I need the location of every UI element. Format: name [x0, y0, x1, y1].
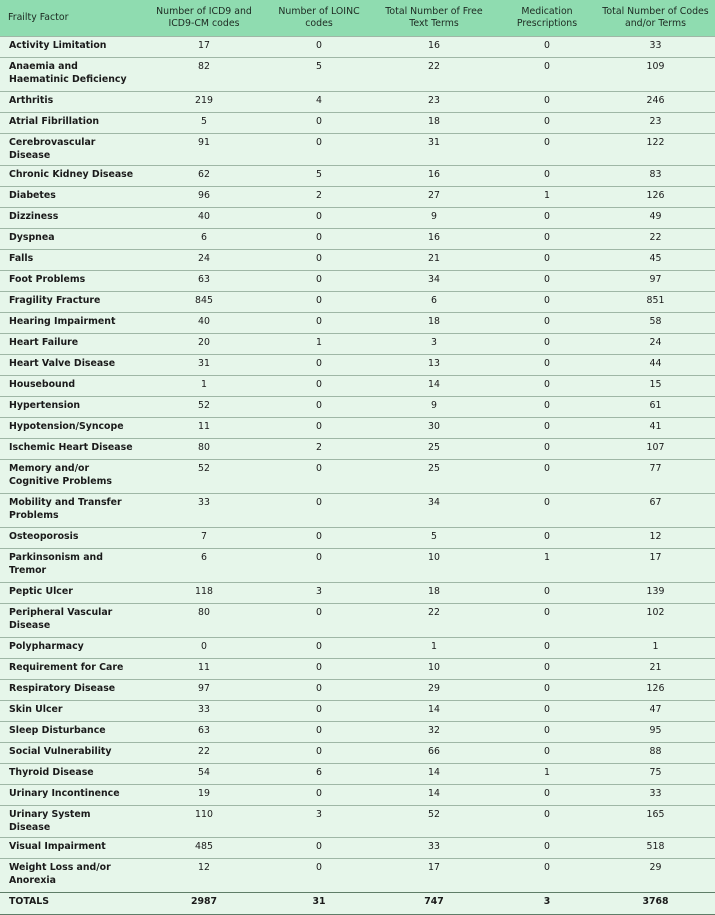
medication-count-cell: 0 — [498, 806, 596, 838]
loinc-count-cell: 0 — [268, 134, 370, 166]
frailty-factor-cell: Hearing Impairment — [0, 313, 140, 334]
total-count-cell: 77 — [596, 460, 715, 494]
loinc-count-cell: 0 — [268, 785, 370, 806]
icd9-count-cell: 52 — [140, 397, 268, 418]
icd9-count-cell: 1 — [140, 376, 268, 397]
icd9-count-cell: 11 — [140, 659, 268, 680]
table-row — [0, 838, 715, 859]
free-text-count-cell: 34 — [370, 494, 498, 528]
total-count-cell: 97 — [596, 271, 715, 292]
total-count-cell: 122 — [596, 134, 715, 166]
free-text-count-cell: 27 — [370, 187, 498, 208]
table-row — [0, 37, 715, 58]
frailty-factor-cell: Falls — [0, 250, 140, 271]
frailty-factor-cell: Urinary System Disease — [0, 806, 140, 838]
totals-loinc: 31 — [268, 893, 370, 915]
table-row — [0, 583, 715, 604]
icd9-count-cell: 33 — [140, 494, 268, 528]
loinc-count-cell: 0 — [268, 838, 370, 859]
icd9-count-cell: 33 — [140, 701, 268, 722]
free-text-count-cell: 17 — [370, 859, 498, 893]
free-text-count-cell: 23 — [370, 92, 498, 113]
table-row — [0, 494, 715, 528]
total-count-cell: 102 — [596, 604, 715, 638]
loinc-count-cell: 0 — [268, 292, 370, 313]
medication-count-cell: 0 — [498, 638, 596, 659]
frailty-factor-cell: Dizziness — [0, 208, 140, 229]
free-text-count-cell: 22 — [370, 58, 498, 92]
header-frailty-factor: Frailty Factor — [8, 12, 69, 23]
loinc-count-cell: 0 — [268, 418, 370, 439]
table-row — [0, 701, 715, 722]
total-count-cell: 83 — [596, 166, 715, 187]
total-count-cell: 67 — [596, 494, 715, 528]
table-row — [0, 528, 715, 549]
table-row — [0, 743, 715, 764]
total-count-cell: 518 — [596, 838, 715, 859]
loinc-count-cell: 3 — [268, 583, 370, 604]
medication-count-cell: 0 — [498, 37, 596, 58]
free-text-count-cell: 3 — [370, 334, 498, 355]
free-text-count-cell: 18 — [370, 583, 498, 604]
free-text-count-cell: 16 — [370, 37, 498, 58]
total-count-cell: 21 — [596, 659, 715, 680]
table-header — [0, 0, 715, 37]
medication-count-cell: 0 — [498, 722, 596, 743]
medication-count-cell: 1 — [498, 764, 596, 785]
total-count-cell: 851 — [596, 292, 715, 313]
free-text-count-cell: 6 — [370, 292, 498, 313]
total-count-cell: 109 — [596, 58, 715, 92]
icd9-count-cell: 6 — [140, 229, 268, 250]
loinc-count-cell: 5 — [268, 58, 370, 92]
table-row — [0, 208, 715, 229]
frailty-factor-cell: Urinary Incontinence — [0, 785, 140, 806]
totals-row — [0, 893, 715, 915]
medication-count-cell: 0 — [498, 292, 596, 313]
medication-count-cell: 0 — [498, 229, 596, 250]
table-row — [0, 187, 715, 208]
frailty-factor-cell: Skin Ulcer — [0, 701, 140, 722]
icd9-count-cell: 52 — [140, 460, 268, 494]
icd9-count-cell: 219 — [140, 92, 268, 113]
medication-count-cell: 0 — [498, 460, 596, 494]
total-count-cell: 12 — [596, 528, 715, 549]
free-text-count-cell: 32 — [370, 722, 498, 743]
frailty-factor-cell: Heart Failure — [0, 334, 140, 355]
total-count-cell: 29 — [596, 859, 715, 893]
frailty-factor-cell: Requirement for Care — [0, 659, 140, 680]
table-row — [0, 92, 715, 113]
frailty-factor-cell: Heart Valve Disease — [0, 355, 140, 376]
free-text-count-cell: 66 — [370, 743, 498, 764]
medication-count-cell: 0 — [498, 397, 596, 418]
frailty-factor-cell: Activity Limitation — [0, 37, 140, 58]
icd9-count-cell: 40 — [140, 208, 268, 229]
frailty-factor-cell: Polypharmacy — [0, 638, 140, 659]
table-row — [0, 764, 715, 785]
table-row — [0, 58, 715, 92]
total-count-cell: 95 — [596, 722, 715, 743]
total-count-cell: 75 — [596, 764, 715, 785]
loinc-count-cell: 0 — [268, 701, 370, 722]
table-row — [0, 604, 715, 638]
icd9-count-cell: 96 — [140, 187, 268, 208]
medication-count-cell: 0 — [498, 376, 596, 397]
free-text-count-cell: 14 — [370, 376, 498, 397]
loinc-count-cell: 0 — [268, 460, 370, 494]
loinc-count-cell: 0 — [268, 376, 370, 397]
total-count-cell: 246 — [596, 92, 715, 113]
table-row — [0, 806, 715, 838]
loinc-count-cell: 0 — [268, 271, 370, 292]
free-text-count-cell: 10 — [370, 549, 498, 583]
table-row — [0, 722, 715, 743]
free-text-count-cell: 10 — [370, 659, 498, 680]
free-text-count-cell: 14 — [370, 785, 498, 806]
loinc-count-cell: 0 — [268, 549, 370, 583]
medication-count-cell: 0 — [498, 743, 596, 764]
medication-count-cell: 0 — [498, 439, 596, 460]
free-text-count-cell: 5 — [370, 528, 498, 549]
free-text-count-cell: 18 — [370, 313, 498, 334]
header-free-text-terms: Total Number of Free Text Terms — [385, 6, 483, 29]
table-row — [0, 549, 715, 583]
medication-count-cell: 0 — [498, 208, 596, 229]
free-text-count-cell: 13 — [370, 355, 498, 376]
totals-medication: 3 — [498, 893, 596, 915]
medication-count-cell: 0 — [498, 166, 596, 187]
loinc-count-cell: 0 — [268, 355, 370, 376]
loinc-count-cell: 3 — [268, 806, 370, 838]
frailty-factor-cell: Mobility and Transfer Problems — [0, 494, 140, 528]
icd9-count-cell: 91 — [140, 134, 268, 166]
icd9-count-cell: 24 — [140, 250, 268, 271]
free-text-count-cell: 18 — [370, 113, 498, 134]
medication-count-cell: 0 — [498, 134, 596, 166]
medication-count-cell: 0 — [498, 604, 596, 638]
free-text-count-cell: 14 — [370, 764, 498, 785]
frailty-factor-cell: Visual Impairment — [0, 838, 140, 859]
free-text-count-cell: 22 — [370, 604, 498, 638]
medication-count-cell: 0 — [498, 528, 596, 549]
free-text-count-cell: 25 — [370, 460, 498, 494]
frailty-factor-cell: Parkinsonism and Tremor — [0, 549, 140, 583]
free-text-count-cell: 29 — [370, 680, 498, 701]
icd9-count-cell: 19 — [140, 785, 268, 806]
icd9-count-cell: 5 — [140, 113, 268, 134]
table-row — [0, 166, 715, 187]
icd9-count-cell: 118 — [140, 583, 268, 604]
frailty-factor-cell: Dyspnea — [0, 229, 140, 250]
header-icd9-codes: Number of ICD9 and ICD9-CM codes — [156, 6, 252, 29]
free-text-count-cell: 21 — [370, 250, 498, 271]
frailty-factor-cell: Peripheral Vascular Disease — [0, 604, 140, 638]
medication-count-cell: 0 — [498, 785, 596, 806]
loinc-count-cell: 0 — [268, 638, 370, 659]
frailty-factor-cell: Fragility Fracture — [0, 292, 140, 313]
frailty-factor-cell: Chronic Kidney Disease — [0, 166, 140, 187]
total-count-cell: 41 — [596, 418, 715, 439]
loinc-count-cell: 0 — [268, 208, 370, 229]
frailty-factor-cell: Diabetes — [0, 187, 140, 208]
icd9-count-cell: 7 — [140, 528, 268, 549]
icd9-count-cell: 40 — [140, 313, 268, 334]
medication-count-cell: 0 — [498, 92, 596, 113]
frailty-factor-cell: Respiratory Disease — [0, 680, 140, 701]
loinc-count-cell: 4 — [268, 92, 370, 113]
icd9-count-cell: 31 — [140, 355, 268, 376]
free-text-count-cell: 34 — [370, 271, 498, 292]
loinc-count-cell: 0 — [268, 229, 370, 250]
loinc-count-cell: 5 — [268, 166, 370, 187]
loinc-count-cell: 0 — [268, 659, 370, 680]
icd9-count-cell: 11 — [140, 418, 268, 439]
total-count-cell: 88 — [596, 743, 715, 764]
icd9-count-cell: 80 — [140, 604, 268, 638]
medication-count-cell: 0 — [498, 271, 596, 292]
table-row — [0, 785, 715, 806]
medication-count-cell: 1 — [498, 187, 596, 208]
medication-count-cell: 0 — [498, 583, 596, 604]
loinc-count-cell: 0 — [268, 528, 370, 549]
free-text-count-cell: 9 — [370, 208, 498, 229]
frailty-factor-cell: Foot Problems — [0, 271, 140, 292]
icd9-count-cell: 63 — [140, 271, 268, 292]
table-row — [0, 397, 715, 418]
free-text-count-cell: 1 — [370, 638, 498, 659]
free-text-count-cell: 25 — [370, 439, 498, 460]
loinc-count-cell: 0 — [268, 743, 370, 764]
total-count-cell: 15 — [596, 376, 715, 397]
loinc-count-cell: 0 — [268, 604, 370, 638]
icd9-count-cell: 63 — [140, 722, 268, 743]
header-loinc-codes: Number of LOINC codes — [278, 6, 360, 29]
table-row — [0, 439, 715, 460]
table-row — [0, 313, 715, 334]
total-count-cell: 165 — [596, 806, 715, 838]
icd9-count-cell: 54 — [140, 764, 268, 785]
total-count-cell: 126 — [596, 187, 715, 208]
header-row — [0, 0, 715, 37]
total-count-cell: 47 — [596, 701, 715, 722]
free-text-count-cell: 52 — [370, 806, 498, 838]
total-count-cell: 44 — [596, 355, 715, 376]
total-count-cell: 23 — [596, 113, 715, 134]
table-row — [0, 376, 715, 397]
loinc-count-cell: 0 — [268, 250, 370, 271]
total-count-cell: 22 — [596, 229, 715, 250]
frailty-factor-cell: Weight Loss and/or Anorexia — [0, 859, 140, 893]
medication-count-cell: 1 — [498, 549, 596, 583]
icd9-count-cell: 62 — [140, 166, 268, 187]
frailty-factor-cell: Arthritis — [0, 92, 140, 113]
frailty-factor-cell: Housebound — [0, 376, 140, 397]
totals-icd9: 2987 — [140, 893, 268, 915]
free-text-count-cell: 16 — [370, 229, 498, 250]
free-text-count-cell: 30 — [370, 418, 498, 439]
table-row — [0, 418, 715, 439]
medication-count-cell: 0 — [498, 113, 596, 134]
medication-count-cell: 0 — [498, 334, 596, 355]
frailty-factor-cell: Peptic Ulcer — [0, 583, 140, 604]
free-text-count-cell: 14 — [370, 701, 498, 722]
total-count-cell: 139 — [596, 583, 715, 604]
medication-count-cell: 0 — [498, 313, 596, 334]
free-text-count-cell: 31 — [370, 134, 498, 166]
frailty-factor-cell: Hypotension/Syncope — [0, 418, 140, 439]
table-row — [0, 460, 715, 494]
loinc-count-cell: 0 — [268, 313, 370, 334]
table-row — [0, 292, 715, 313]
table-row — [0, 638, 715, 659]
table-row — [0, 271, 715, 292]
loinc-count-cell: 2 — [268, 439, 370, 460]
frailty-factor-cell: Hypertension — [0, 397, 140, 418]
total-count-cell: 58 — [596, 313, 715, 334]
medication-count-cell: 0 — [498, 680, 596, 701]
medication-count-cell: 0 — [498, 418, 596, 439]
medication-count-cell: 0 — [498, 494, 596, 528]
total-count-cell: 33 — [596, 37, 715, 58]
frailty-factor-cell: Osteoporosis — [0, 528, 140, 549]
frailty-factor-cell: Sleep Disturbance — [0, 722, 140, 743]
frailty-factor-cell: Anaemia and Haematinic Deficiency — [0, 58, 140, 92]
frailty-factor-cell: Cerebrovascular Disease — [0, 134, 140, 166]
icd9-count-cell: 110 — [140, 806, 268, 838]
loinc-count-cell: 0 — [268, 397, 370, 418]
frailty-factor-cell: Atrial Fibrillation — [0, 113, 140, 134]
total-count-cell: 45 — [596, 250, 715, 271]
totals-free-text: 747 — [370, 893, 498, 915]
total-count-cell: 61 — [596, 397, 715, 418]
table-row — [0, 134, 715, 166]
header-medication-prescriptions: Medication Prescriptions — [516, 6, 578, 29]
header-total-codes-terms: Total Number of Codes and/or Terms — [602, 6, 709, 29]
medication-count-cell: 0 — [498, 58, 596, 92]
icd9-count-cell: 485 — [140, 838, 268, 859]
icd9-count-cell: 22 — [140, 743, 268, 764]
medication-count-cell: 0 — [498, 859, 596, 893]
frailty-factor-cell: Memory and/or Cognitive Problems — [0, 460, 140, 494]
medication-count-cell: 0 — [498, 659, 596, 680]
icd9-count-cell: 82 — [140, 58, 268, 92]
medication-count-cell: 0 — [498, 250, 596, 271]
free-text-count-cell: 9 — [370, 397, 498, 418]
icd9-count-cell: 17 — [140, 37, 268, 58]
table-row — [0, 250, 715, 271]
loinc-count-cell: 0 — [268, 37, 370, 58]
table-row — [0, 680, 715, 701]
loinc-count-cell: 1 — [268, 334, 370, 355]
loinc-count-cell: 0 — [268, 494, 370, 528]
table-row — [0, 355, 715, 376]
medication-count-cell: 0 — [498, 355, 596, 376]
total-count-cell: 24 — [596, 334, 715, 355]
total-count-cell: 1 — [596, 638, 715, 659]
loinc-count-cell: 0 — [268, 680, 370, 701]
table-row — [0, 859, 715, 893]
loinc-count-cell: 0 — [268, 113, 370, 134]
loinc-count-cell: 6 — [268, 764, 370, 785]
table-row — [0, 113, 715, 134]
table-row — [0, 229, 715, 250]
icd9-count-cell: 80 — [140, 439, 268, 460]
total-count-cell: 49 — [596, 208, 715, 229]
table-row — [0, 334, 715, 355]
total-count-cell: 17 — [596, 549, 715, 583]
table-footer — [0, 893, 715, 915]
totals-all: 3768 — [596, 893, 715, 915]
loinc-count-cell: 2 — [268, 187, 370, 208]
frailty-factor-cell: Ischemic Heart Disease — [0, 439, 140, 460]
icd9-count-cell: 6 — [140, 549, 268, 583]
total-count-cell: 126 — [596, 680, 715, 701]
icd9-count-cell: 845 — [140, 292, 268, 313]
free-text-count-cell: 16 — [370, 166, 498, 187]
free-text-count-cell: 33 — [370, 838, 498, 859]
icd9-count-cell: 12 — [140, 859, 268, 893]
totals-label: TOTALS — [0, 893, 140, 915]
medication-count-cell: 0 — [498, 701, 596, 722]
icd9-count-cell: 0 — [140, 638, 268, 659]
icd9-count-cell: 20 — [140, 334, 268, 355]
total-count-cell: 107 — [596, 439, 715, 460]
icd9-count-cell: 97 — [140, 680, 268, 701]
table-row — [0, 659, 715, 680]
frailty-factor-cell: Thyroid Disease — [0, 764, 140, 785]
medication-count-cell: 0 — [498, 838, 596, 859]
frailty-factor-cell: Social Vulnerability — [0, 743, 140, 764]
total-count-cell: 33 — [596, 785, 715, 806]
loinc-count-cell: 0 — [268, 722, 370, 743]
table-body — [0, 37, 715, 893]
loinc-count-cell: 0 — [268, 859, 370, 893]
